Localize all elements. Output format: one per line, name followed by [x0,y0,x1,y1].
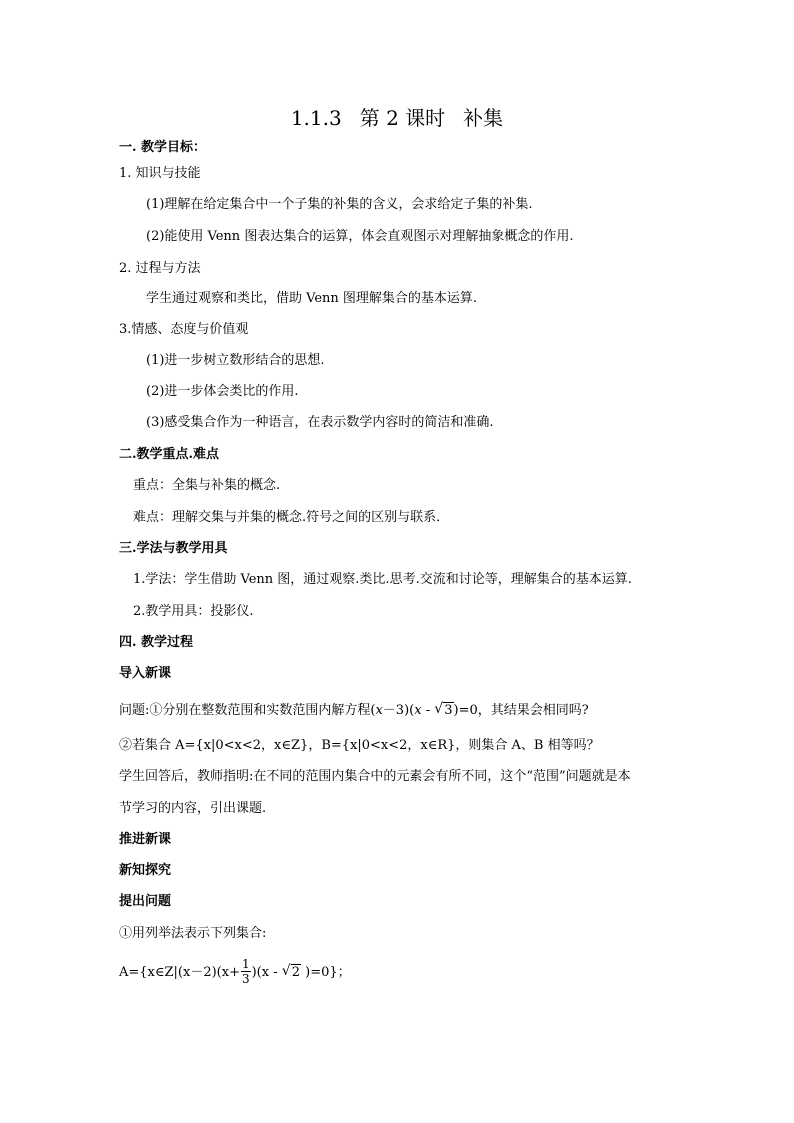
text-line: 1.学法：学生借助 Venn 图，通过观察.类比.思考.交流和讨论等，理解集合的基本运算. [133,572,632,587]
text-line: 学生回答后，教师指明:在不同的范围内集合中的元素会有所不同，这个“范围”问题就是本 [119,769,631,784]
text-line: 难点：理解交集与并集的概念.符号之间的区别与联系． [133,510,450,525]
section-heading-process: 四. 教学过程 [119,635,194,650]
subheading: 推进新课 [119,832,172,847]
text-line: (1)进一步树立数形结合的思想. [146,353,325,368]
text-line: (3)感受集合作为一种语言，在表示数学内容时的简洁和准确. [146,415,494,430]
text-line: 2.教学用具：投影仪. [133,604,254,619]
section-heading-objectives: 一. 教学目标： [119,140,207,155]
text-line: 2. 过程与方法 [119,261,201,276]
fraction: $\frac{1}{3}$ [241,957,250,986]
title-number: 1.1.3 [290,106,342,130]
sqrt-symbol: √ 2 [281,963,301,980]
title-lesson: 第 2 课时 [359,106,446,130]
subheading: 提出问题 [119,894,172,909]
question-line: 问题:①分别在整数范围和实数范围内解方程(x－3)(x - √ 3)=0，其结果会相同吗? [119,701,589,718]
text-line: 节学习的内容，引出课题. [119,801,267,816]
text-line: 学生通过观察和类比，借助 Venn 图理解集合的基本运算. [146,291,478,306]
text-line: 1. 知识与技能 [119,166,201,181]
equation-line: A={x∈Z|(x－2)(x+ $\frac{1}{3}$ )(x - √ 2 )=0}； [119,957,351,986]
subheading: 新知探究 [119,863,172,878]
subheading: 导入新课 [119,666,172,681]
title-topic: 补集 [463,106,504,130]
text-line: 3.情感、态度与价值观 [119,322,249,337]
question-line: ②若集合 A={x|0<x<2，x∈Z}，B={x|0<x<2，x∈R}，则集合 A、B 相等吗？ [119,738,600,753]
text-line: ①用列举法表示下列集合: [119,926,267,941]
page-title [0,106,794,130]
text-line: (2)能使用 Venn 图表达集合的运算，体会直观图示对理解抽象概念的作用. [146,229,574,244]
text-line: (1)理解在给定集合中一个子集的补集的含义，会求给定子集的补集. [146,197,533,212]
text-line: (2)进一步体会类比的作用. [146,384,299,399]
text-line: 重点：全集与补集的概念. [133,478,281,493]
section-heading-keypoints: 二.教学重点.难点 [119,447,220,462]
sqrt-symbol: √ 3 [434,701,453,718]
section-heading-methods: 三.学法与教学用具 [119,541,228,556]
